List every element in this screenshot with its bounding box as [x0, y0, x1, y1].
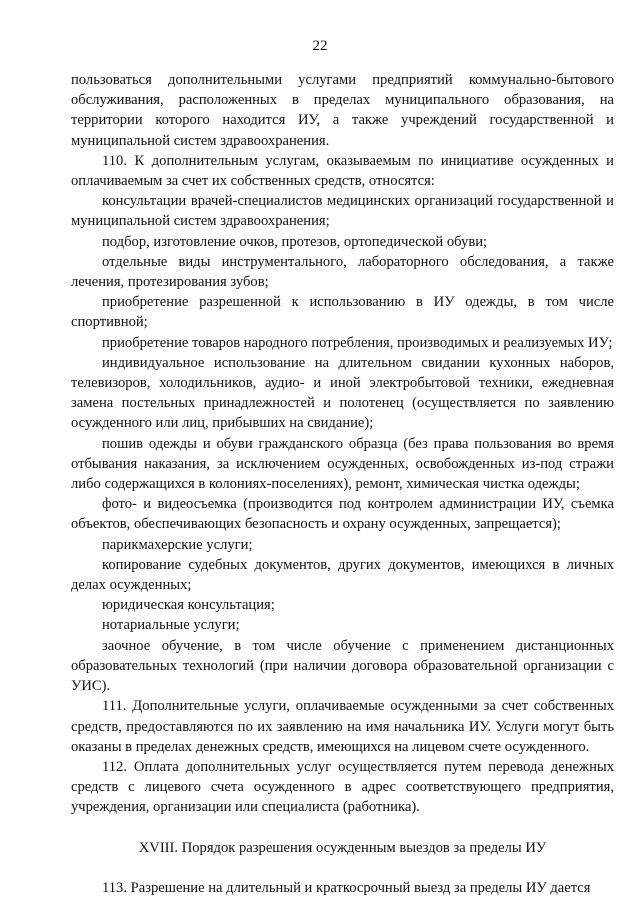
list-item: заочное обучение, в том числе обучение с применением дистанционных образовательных технологий (при наличии договора образовательной организации с УИС).: [71, 637, 614, 695]
document-body: [71, 70, 614, 898]
list-item: юридическая консультация;: [102, 597, 275, 614]
list-item: парикмахерские услуги;: [102, 536, 253, 553]
list-item: индивидуальное использование на длительном свидании кухонных наборов, телевизоров, холодильников, аудио- и иной электробытовой техники, ежедневная замена постельных принадлежностей и полотенец (осуществляется по заявлению осужденного или лиц, прибывших на свидание);: [71, 354, 614, 432]
list-item: фото- и видеосъемка (производится под контролем администрации ИУ, съемка объектов, обеспечивающих безопасность и охрану осужденных, запрещается);: [71, 496, 614, 533]
page-number: 22: [312, 38, 328, 54]
list-item: нотариальные услуги;: [102, 617, 240, 634]
list-item: копирование судебных документов, других документов, имеющихся в личных делах осужденных;: [71, 556, 614, 594]
list-item: приобретение товаров народного потребления, производимых и реализуемых ИУ;: [102, 334, 613, 351]
paragraph: 113. Разрешение на длительный и краткосрочный выезд за пределы ИУ дается: [102, 879, 591, 896]
list-item: консультации врачей-специалистов медицинских организаций государственной и муниципальной систем здравоохранения;: [71, 193, 614, 230]
list-item: подбор, изготовление очков, протезов, ортопедической обуви;: [102, 233, 488, 250]
paragraph: пользоваться дополнительными услугами предприятий коммунально-бытового обслуживания, расположенных в пределах муниципального образования, на территории которого находится ИУ, а также учреждений государственной и муниципальной систем здравоохранения.: [71, 72, 614, 149]
section-heading: XVIII. Порядок разрешения осужденным выездов за пределы ИУ: [138, 839, 547, 856]
paragraph: 111. Дополнительные услуги, оплачиваемые осужденными за счет собственных средств, предоставляются по их заявлению на имя начальника ИУ. Услуги могут быть оказаны в пределах денежных средств, имеющихся на лицевом счете осужденного.: [71, 698, 614, 755]
list-item: приобретение разрешенной к использованию в ИУ одежды, в том числе спортивной;: [71, 294, 614, 331]
paragraph: 110. К дополнительным услугам, оказываемым по инициативе осужденных и оплачиваемым за счет их собственных средств, относятся:: [71, 152, 614, 190]
paragraph: 112. Оплата дополнительных услуг осуществляется путем перевода денежных средств с лицевого счета осужденного в адрес соответствующего предприятия, учреждения, организации или специалиста (работника).: [71, 758, 614, 816]
list-item: отдельные виды инструментального, лабораторного обследования, а также лечения, протезирования зубов;: [71, 253, 614, 291]
list-item: пошив одежды и обуви гражданского образца (без права пользования во время отбывания наказания, за исключением осужденных, освобожденных из-под стражи либо содержащихся в колониях-поселениях), ремонт, химическая чистка одежды;: [71, 435, 614, 493]
